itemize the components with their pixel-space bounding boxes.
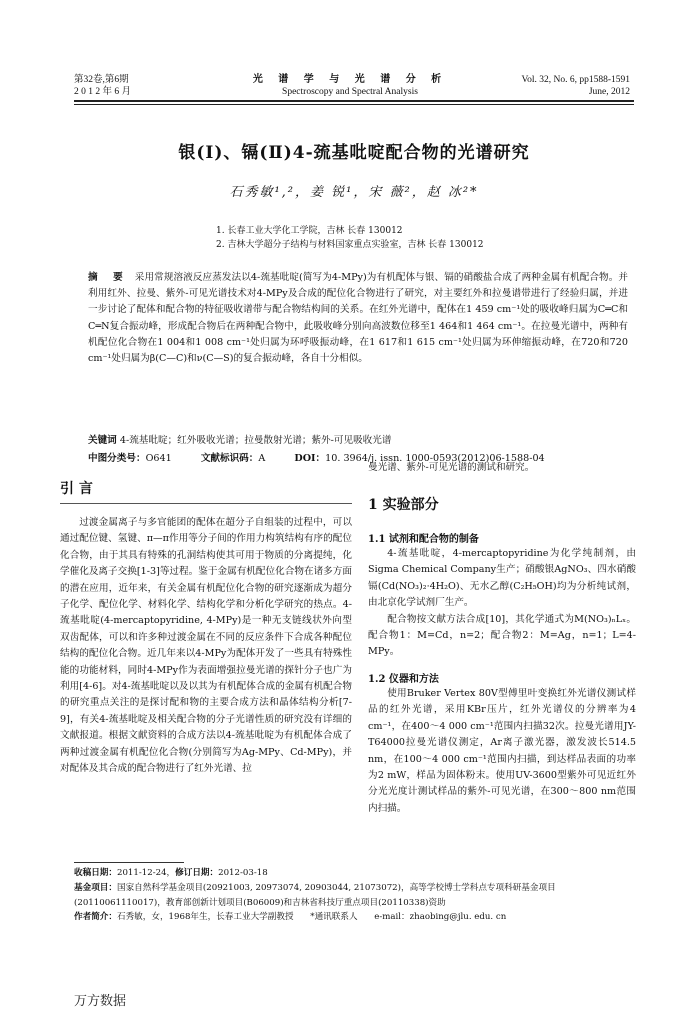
abstract-label: 摘 要	[88, 272, 129, 283]
section1-2-body	[368, 686, 636, 817]
section1-2-paragraph: 使用Bruker Vertex 80V型傅里叶变换红外光谱仪测试样品的红外光谱，采用KBr压片，红外光谱仪的分辨率为4 cm⁻¹，在400～4 000 cm⁻¹范围内扫描32次。拉曼光谱用JY-T64000拉曼光谱仪测定，Ar离子激光器，激发波长514.5 nm，在100～4 000 cm⁻¹范围内扫描，到达样品表面的功率为2 mW，样品为固体粉末。使用UV-3600型紫外可见近红外分光光度计测试样品的紫外-可见光谱，在300～800 nm范围内扫描。	[368, 688, 636, 814]
header-volume-en-block	[470, 74, 630, 98]
header-date-cn: 2 0 1 2 年 6 月	[74, 87, 132, 97]
footnote-rule	[74, 862, 184, 863]
header-rule-thin	[74, 104, 634, 105]
section1-1-body	[368, 546, 636, 661]
intro-body	[60, 515, 352, 778]
abstract-text: 采用常规溶液反应蒸发法以4-巯基吡啶(简写为4-MPy)为有机配体与银、镉的硝酸盐合成了两种金属有机配合物。并利用红外、拉曼、紫外-可见光谱技术对4-MPy及合成的配位化合物进行了研究，对主要红外和拉曼谱带进行了经验归属，并进一步讨论了配体和配合物的特征吸收谱带与配合物结构间的关系。在红外光谱中，配体在1 459 cm⁻¹处的吸收峰归属为C═C和C═N复合振动峰，形成配合物后在两种配合物中，此吸收峰分别向高波数位移至1 464和1 464 cm⁻¹。在拉曼光谱中，两种有机配位化合物在1 004和1 008 cm⁻¹处归属为环呼吸振动峰，在1 617和1 615 cm⁻¹处归属为环伸缩振动峰，在720和720 cm⁻¹处归属为β(C—C)和ν(C—S)的复合振动峰，各自十分相似。	[88, 272, 628, 365]
affiliation-1: 1. 长春工业大学化工学院，吉林 长春 130012	[216, 226, 403, 236]
author-label: 作者简介：	[74, 912, 117, 922]
header-rule-thick	[74, 100, 634, 102]
author-email: e-mail：zhaobing@jlu. edu. cn	[374, 912, 507, 922]
section1-1-paragraph-2: 配合物按文献方法合成[10]，其化学通式为M(NO₃)ₙLₓ。配合物1：M=Cd，n=2；配合物2：M=Ag，n=1；L=4-MPy。	[368, 613, 636, 658]
right-continuation: 曼光谱、紫外-可见光谱的测试和研究。	[368, 462, 535, 473]
header-volume-en: Vol. 32, No. 6, pp1588-1591	[521, 75, 630, 85]
fund-label: 基金项目：	[74, 883, 117, 893]
header-volume-cn: 第32卷,第6期	[74, 75, 129, 85]
footnote-author	[74, 910, 640, 925]
header-date-en: June, 2012	[588, 87, 630, 97]
corresponding-mark: *通讯联系人	[310, 912, 358, 922]
section1-2-heading: 1.2 仪器和方法	[368, 674, 439, 685]
intro-heading: 引 言	[60, 481, 93, 497]
author-text: 石秀敏，女，1968年生，长春工业大学副教授	[116, 912, 294, 922]
paper-title: 银(Ⅰ)、镉(Ⅱ)4-巯基吡啶配合物的光谱研究	[178, 143, 530, 163]
section1-1-paragraph-1: 4-巯基吡啶，4-mercaptopyridine为化学纯制剂，由Sigma Chemical Company生产；硝酸银AgNO₃、四水硝酸镉(Cd(NO₃)₂·4H₂O)、无水乙醇(C₂H₅OH)均为分析纯试剂，由北京化学试剂厂生产。	[368, 548, 636, 609]
keywords-label: 关键词	[88, 435, 117, 446]
header-journal-en: Spectroscopy and Spectral Analysis	[282, 87, 418, 97]
abstract	[88, 270, 628, 367]
doc-code-label: 文献标识码：	[200, 453, 259, 464]
header-journal-cn: 光 谱 学 与 光 谱 分 析	[252, 74, 448, 85]
clc-value: O641	[145, 453, 172, 464]
affiliation-2: 2. 吉林大学超分子结构与材料国家重点实验室，吉林 长春 130012	[216, 240, 484, 250]
footnote-dates	[74, 866, 640, 881]
intro-paragraph: 过渡金属离子与多官能团的配体在超分子自组装的过程中，可以通过配位键、氢键、π—π作用等分子间的作用力构筑结构有序的配位化合物，由于其具有特殊的孔洞结构使其可用于物质的分离提纯，化学催化及离子交换[1-3]等过程。鉴于金属有机配位化合物在诸多方面的潜在应用，近年来，有关金属有机配位化合物的研究逐渐成为超分子化学、配位化学、材料化学、结构化学和分析化学研究的热点。4-巯基吡啶(4-mercaptopyridine, 4-MPy)是一种无支链线状外向型双齿配体，可以和许多种过渡金属在不同的反应条件下合成各种配位结构的配位化合物。近几年来以4-MPy为配体开发了一些具有特殊性能的功能材料，同时4-MPy作为表面增强拉曼光谱的探针分子也广为利用[4-6]。对4-巯基吡啶以及以其为有机配体合成的金属有机配合物的研究重点关注的是探讨配和物的主要合成方法和晶体结构分析[7-9]，有关4-巯基吡啶及相关配合物的分子光谱性质的研究没有详细的文献报道。根据文献资料的合成方法以4-巯基吡啶为有机配体合成了两种过渡金属有机配位化合物(分别简写为Ag-MPy、Cd-MPy)，并对配体及其合成的配合物进行了红外光谱、拉	[60, 517, 352, 775]
received-label: 收稿日期：	[74, 868, 117, 878]
header-volume-block	[74, 74, 214, 98]
footnote-fund	[74, 881, 640, 910]
revised-label: 修订日期：	[175, 868, 219, 878]
revised-date: 2012-03-18	[218, 868, 268, 878]
keywords-text: 4-巯基吡啶；红外吸收光谱；拉曼散射光谱；紫外-可见吸收光谱	[119, 435, 392, 446]
section1-1-heading: 1.1 试剂和配合物的制备	[368, 534, 479, 545]
doi-label: DOI：	[294, 453, 326, 464]
clc-label: 中图分类号：	[88, 453, 146, 464]
paper-authors: 石秀敏¹,²，姜 锐¹，宋 薇²，赵 冰²*	[229, 185, 479, 200]
source-watermark: 万方数据	[74, 994, 127, 1009]
section1-heading: 1 实验部分	[368, 497, 439, 513]
fund-text: 国家自然科学基金项目(20921003, 20973074, 20903044, 21073072)，高等学校博士学科点专项科研基金项目(20110061110017)，教育部创新计划项目(B06009)和吉林省科技厅重点项目(20110338)资助	[74, 883, 556, 908]
header-journal-block	[250, 74, 450, 98]
received-date: 2011-12-24，	[116, 868, 176, 878]
doc-code-value: A	[258, 453, 266, 464]
intro-rule	[60, 503, 352, 504]
doi-value: 10. 3964/j. issn. 1000-0593(2012)06-1588-04	[325, 453, 545, 464]
keywords	[88, 434, 628, 448]
